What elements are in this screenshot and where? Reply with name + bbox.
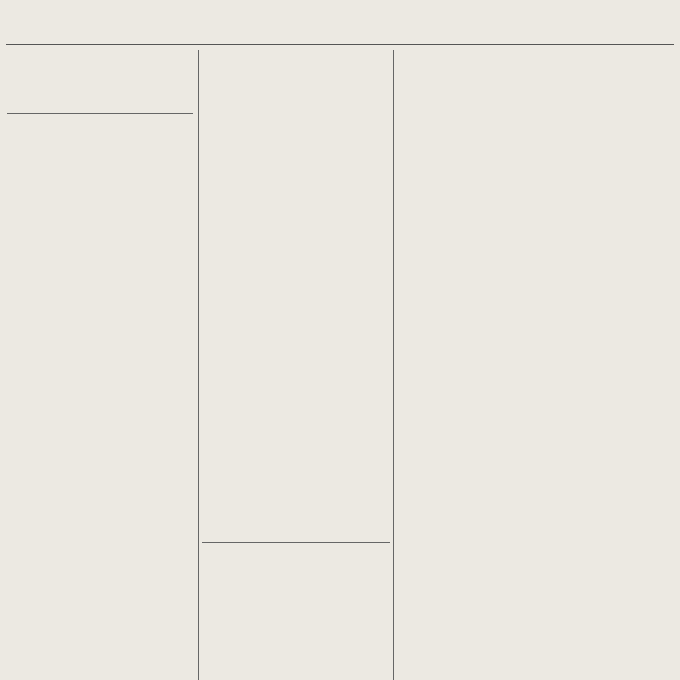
article-column-2 [202,50,389,540]
article-column-2-continued [202,545,389,680]
article-column-1 [7,133,194,680]
column-rule [198,50,199,680]
headline-divider [6,44,674,45]
sidebar-divider [202,542,390,543]
standfirst-divider [7,113,193,114]
column-rule [393,50,394,680]
